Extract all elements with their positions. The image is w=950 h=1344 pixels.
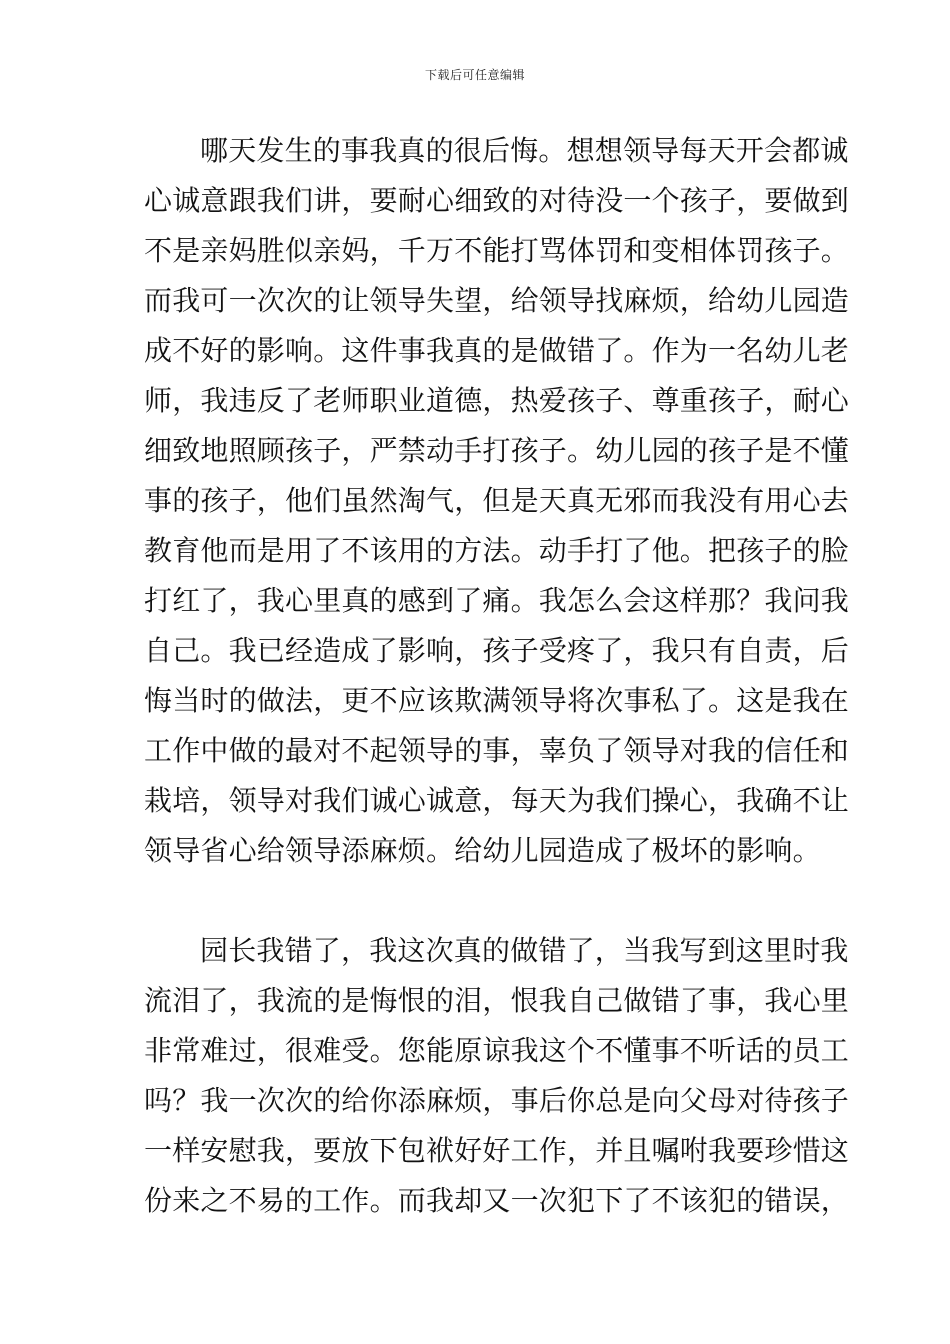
paragraph-line: 哪天发生的事我真的很后悔。想想领导每天开会都诚 [200, 134, 849, 167]
paragraph-line: 份来之不易的工作。而我却又一次犯下了不该犯的错误， [144, 1184, 850, 1217]
paragraph-spacer [144, 876, 814, 926]
paragraph-line: 成不好的影响。这件事我真的是做错了。作为一名幼儿老 [144, 334, 850, 367]
paragraph-line: 自己。我已经造成了影响，孩子受疼了，我只有自责，后 [144, 634, 850, 667]
paragraph-line: 心诚意跟我们讲，要耐心细致的对待没一个孩子，要做到 [144, 184, 850, 217]
paragraph-line: 一样安慰我，要放下包袱好好工作，并且嘱咐我要珍惜这 [144, 1134, 850, 1167]
paragraph-2 [144, 926, 850, 1226]
paragraph-line: 师，我违反了老师职业道德，热爱孩子、尊重孩子，耐心 [144, 384, 850, 417]
paragraph-line: 领导省心给领导添麻烦。给幼儿园造成了极坏的影响。 [144, 834, 821, 867]
paragraph-line: 而我可一次次的让领导失望，给领导找麻烦，给幼儿园造 [144, 284, 850, 317]
paragraph-line: 教育他而是用了不该用的方法。动手打了他。把孩子的脸 [144, 534, 850, 567]
paragraph-line: 细致地照顾孩子，严禁动手打孩子。幼儿园的孩子是不懂 [144, 434, 850, 467]
paragraph-line: 流泪了，我流的是悔恨的泪，恨我自己做错了事，我心里 [144, 984, 850, 1017]
paragraph-line: 非常难过，很难受。您能原谅我这个不懂事不听话的员工 [144, 1034, 850, 1067]
paragraph-line: 打红了，我心里真的感到了痛。我怎么会这样那？我问我 [144, 584, 850, 617]
paragraph-line: 栽培，领导对我们诚心诚意，每天为我们操心，我确不让 [144, 784, 850, 817]
paragraph-line: 不是亲妈胜似亲妈，千万不能打骂体罚和变相体罚孩子。 [144, 234, 850, 267]
paragraph-line: 悔当时的做法，更不应该欺满领导将次事私了。这是我在 [144, 684, 850, 717]
paragraph-line: 园长我错了，我这次真的做错了，当我写到这里时我 [200, 934, 849, 967]
document-body [144, 126, 850, 1226]
paragraph-line: 工作中做的最对不起领导的事，辜负了领导对我的信任和 [144, 734, 850, 767]
paragraph-line: 事的孩子，他们虽然淘气，但是天真无邪而我没有用心去 [144, 484, 850, 517]
paragraph-line: 吗？我一次次的给你添麻烦，事后你总是向父母对待孩子 [144, 1084, 850, 1117]
paragraph-1 [144, 126, 850, 876]
header-note: 下载后可任意编辑 [424, 68, 525, 82]
